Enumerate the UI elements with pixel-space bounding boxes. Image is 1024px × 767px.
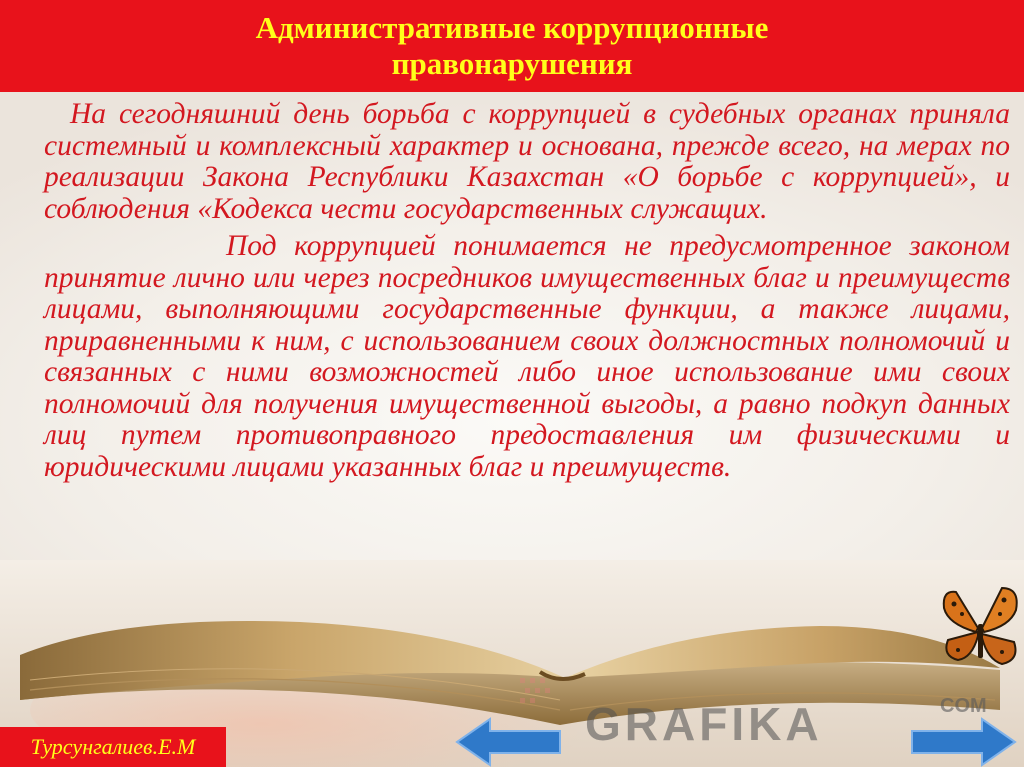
slide-title: Административные коррупционные правонарушения <box>255 10 769 81</box>
watermark-logo: GRAFIKA <box>585 698 823 750</box>
author-name: Турсунгалиев.Е.М <box>30 734 196 759</box>
previous-slide-button[interactable] <box>454 716 564 767</box>
paragraph-2: Под коррупцией понимается не предусмотренное законом принятие лично или через посредников имущественных благ и преимуществ лицами, выполняющими государственные функции, а также лицами, приравненными к ним, с использованием своих должностных полномочий и связанных с ними возможностей либо иное использование ими своих полномочий для получения имущественной выгоды, а равно подкуп данных лиц путем противоправного предоставления им физическими и юридическими лицами указанных благ и преимуществ. <box>44 230 1010 483</box>
butterfly-icon <box>938 584 1022 670</box>
slide-body <box>44 99 1010 489</box>
paragraph-1: На сегодняшний день борьба с коррупцией в судебных органах приняла системный и комплексный характер и основана, прежде всего, на мерах по реализации Закона Республики Казахстан «О борьбе с коррупцией», и соблюдения «Кодекса чести государственных служащих. <box>44 98 1010 225</box>
next-slide-button[interactable] <box>908 716 1018 767</box>
left-arrow-icon <box>454 716 564 767</box>
watermark-suffix: COM <box>940 695 987 717</box>
author-footer <box>0 727 226 767</box>
right-arrow-icon <box>908 716 1018 767</box>
title-bar <box>0 0 1024 92</box>
